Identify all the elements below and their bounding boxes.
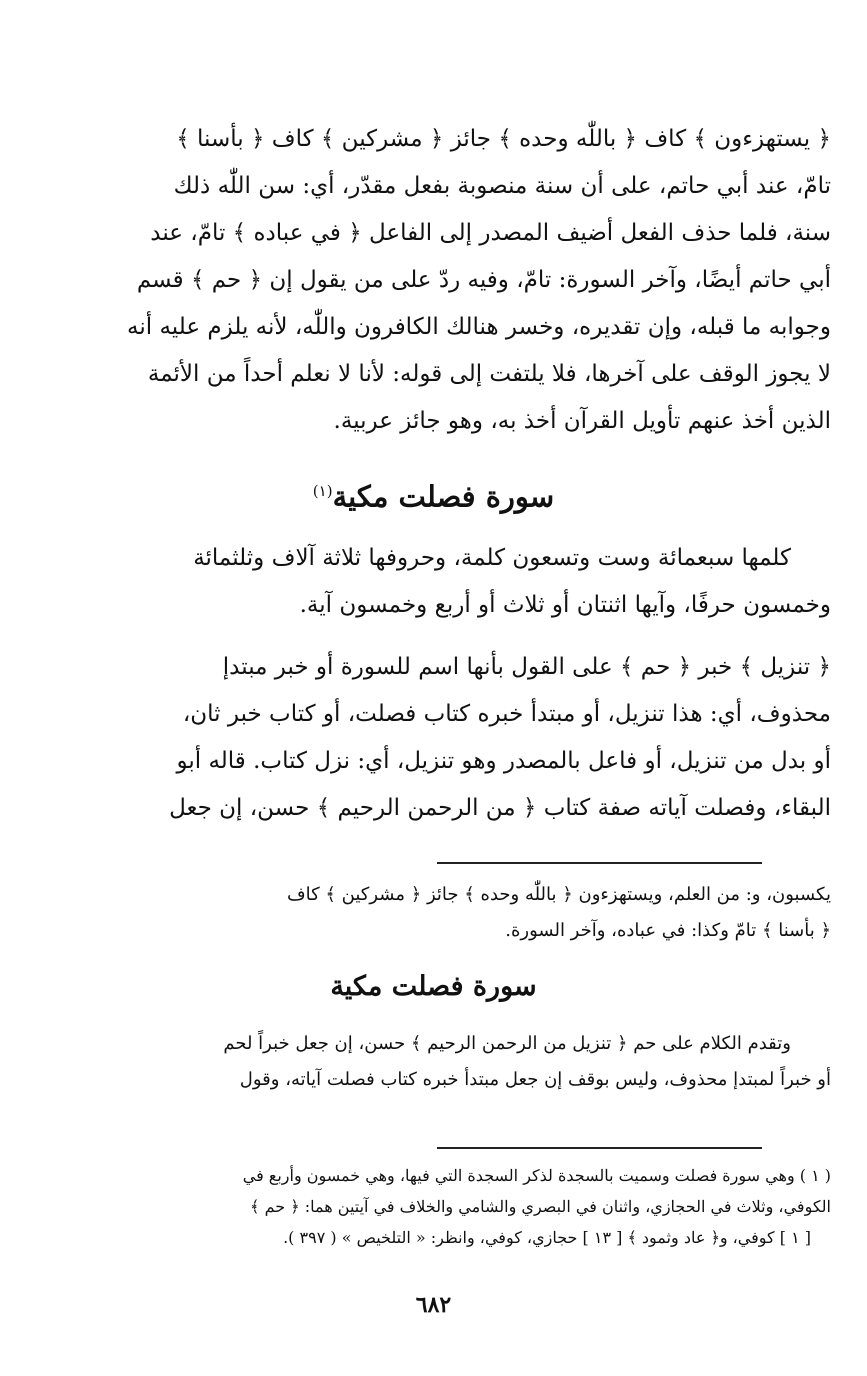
main-text-paragraph-3 bbox=[41, 644, 831, 832]
notes-paragraph-2 bbox=[41, 1026, 831, 1098]
text-line: محذوف، أي: هذا تنزيل، أو مبتدأ خبره كتاب فصلت، أو كتاب خبر ثان، bbox=[182, 701, 831, 727]
footnote bbox=[41, 1160, 831, 1253]
text-line: البقاء، وفصلت آياته صفة كتاب ﴿ من الرحمن الرحيم ﴾ حسن، إن جعل bbox=[169, 795, 831, 821]
text-line: ﴿ تنزيل ﴾ خبر ﴿ حم ﴾ على القول بأنها اسم للسورة أو خبر مبتدإ bbox=[222, 654, 831, 680]
main-text-paragraph-1 bbox=[41, 116, 831, 445]
text-line: ﴿ يستهزءون ﴾ كاف ﴿ باللّٰه وحده ﴾ جائز ﴿ مشركين ﴾ كاف ﴿ بأسنا ﴾ bbox=[176, 126, 831, 152]
text-line: لا يجوز الوقف على آخرها، فلا يلتفت إلى قوله: لأنا لا نعلم أحداً من الأئمة bbox=[147, 361, 831, 387]
notes-divider bbox=[437, 862, 762, 864]
note-line: يكسبون، و: من العلم، ويستهزءون ﴿ باللّٰه وحده ﴾ جائز ﴿ مشركين ﴾ كاف bbox=[286, 884, 831, 905]
text-line: سنة، فلما حذف الفعل أضيف المصدر إلى الفاعل ﴿ في عباده ﴾ تامّ، عند bbox=[150, 220, 831, 246]
footnote-line: الكوفي، وثلاث في الحجازي، واثنان في البصري والشامي والخلاف في آيتين هما: ﴿ حم ﴾ bbox=[250, 1197, 831, 1216]
notes-surah-heading: سورة فصلت مكية bbox=[330, 971, 537, 1002]
note-line: ﴿ بأسنا ﴾ تامّ وكذا: في عباده، وآخر السورة. bbox=[505, 920, 831, 941]
text-line: أبي حاتم أيضًا، وآخر السورة: تامّ، وفيه ردّ على من يقول إن ﴿ حم ﴾ قسم bbox=[136, 267, 831, 293]
main-text-paragraph-2 bbox=[41, 535, 831, 629]
text-line: كلمها سبعمائة وست وتسعون كلمة، وحروفها ثلاثة آلاف وثلثمائة bbox=[193, 545, 791, 571]
footnote-line: [ ١ ] كوفي، و﴿ عاد وثمود ﴾ [ ١٣ ] حجازي، كوفي، وانظر: « التلخيص » ( ٣٩٧ ). bbox=[283, 1228, 811, 1247]
text-line: تامّ، عند أبي حاتم، على أن سنة منصوبة بفعل مقدّر، أي: سن اللّٰه ذلك bbox=[173, 173, 831, 199]
notes-paragraph-1 bbox=[41, 877, 831, 949]
text-line: وخمسون حرفًا، وآيها اثنتان أو ثلاث أو أربع وخمسون آية. bbox=[299, 592, 831, 618]
text-line: وجوابه ما قبله، وإن تقديره، وخسر هنالك الكافرون واللّٰه، لأنه يلزم عليه أنه bbox=[127, 314, 831, 340]
surah-heading-text: سورة فصلت مكية bbox=[332, 479, 555, 514]
page-number: ٦٨٢ bbox=[415, 1292, 452, 1318]
note-line: وتقدم الكلام على حم ﴿ تنزيل من الرحمن الرحيم ﴾ حسن، إن جعل خبراً لحم bbox=[223, 1033, 791, 1054]
note-line: أو خبراً لمبتدإ محذوف، وليس بوقف إن جعل مبتدأ خبره كتاب فصلت آياته، وقول bbox=[239, 1069, 831, 1090]
footnote-divider bbox=[437, 1147, 762, 1149]
text-line: الذين أخذ عنهم تأويل القرآن أخذ به، وهو جائز عربية. bbox=[333, 408, 831, 434]
footnote-reference: (١) bbox=[312, 482, 333, 500]
surah-heading bbox=[0, 466, 867, 522]
footnote-line: ( ١ ) وهي سورة فصلت وسميت بالسجدة لذكر السجدة التي فيها، وهي خمسون وأربع في bbox=[242, 1166, 831, 1185]
text-line: أو بدل من تنزيل، أو فاعل بالمصدر وهو تنزيل، أي: نزل كتاب. قاله أبو bbox=[176, 748, 831, 774]
